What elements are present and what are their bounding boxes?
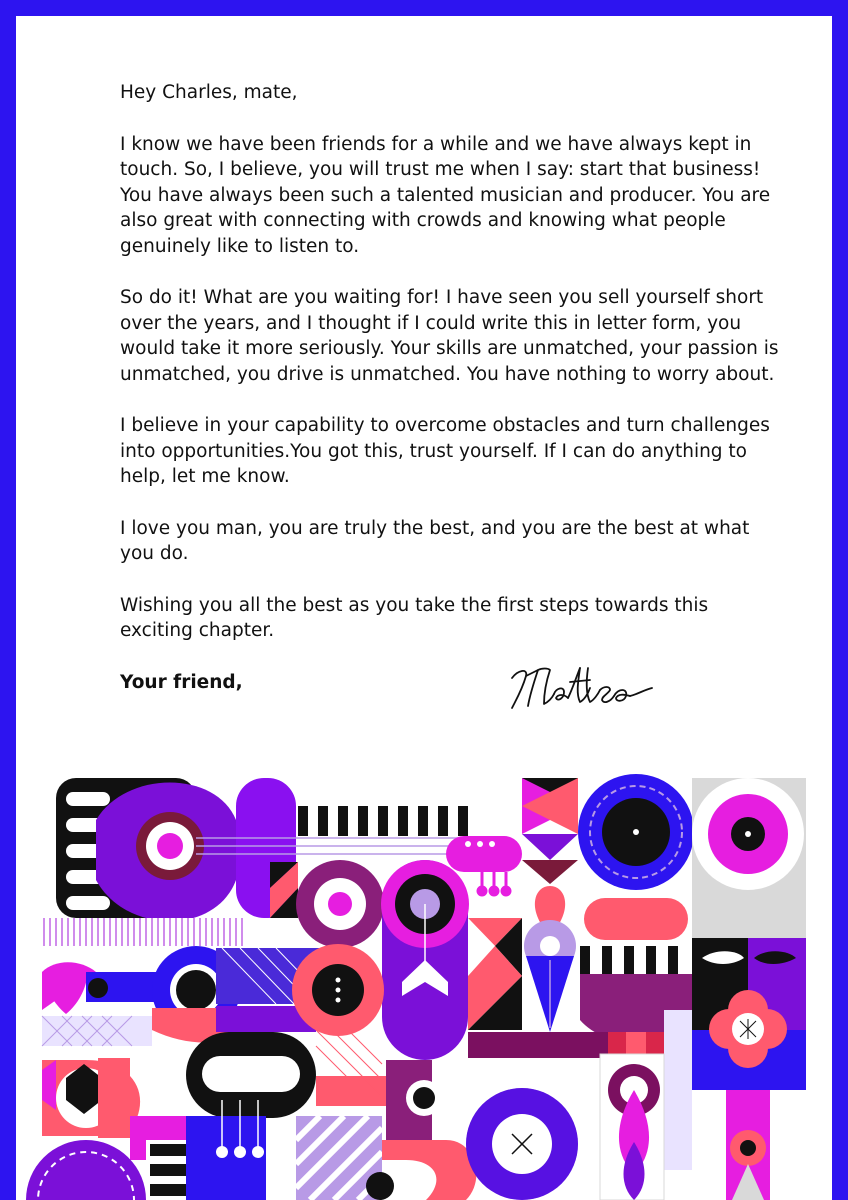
letter-paragraph: Wishing you all the best as you take the first steps towards this exciting chapter. <box>120 594 709 641</box>
piano-keys-small <box>580 946 678 974</box>
letter-body <box>120 80 780 721</box>
geometric-music-illustration <box>26 760 816 1200</box>
letter-paragraph: I love you man, you are truly the best, and you are the best at what you do. <box>120 517 750 564</box>
letter-paragraph: I know we have been friends for a while and we have always kept in touch. So, I believe, you will trust me when I say: start that business! You have always been such a talented musician and producer. You are also great with connecting with crowds and knowing what people genuinely like to listen to. <box>120 133 771 257</box>
pick-icon <box>42 968 88 1015</box>
letter-closing: Your friend, <box>120 671 243 693</box>
signature-matteo <box>504 660 694 720</box>
letter-paragraph: I believe in your capability to overcome obstacles and turn challenges into opportunities.You got this, trust yourself. If I can do anything to help, let me know. <box>120 415 770 487</box>
letter-paragraph: So do it! What are you waiting for! I have seen you sell yourself short over the years, and I thought if I could write this in letter form, you would take it more seriously. Your skills are unmatched, your passion is unmatched, you drive is unmatched. You have nothing to worry about. <box>120 287 779 385</box>
guitar-fret-bars <box>298 806 468 836</box>
letter-greeting: Hey Charles, mate, <box>120 82 298 103</box>
guitar-headstock <box>446 836 522 872</box>
